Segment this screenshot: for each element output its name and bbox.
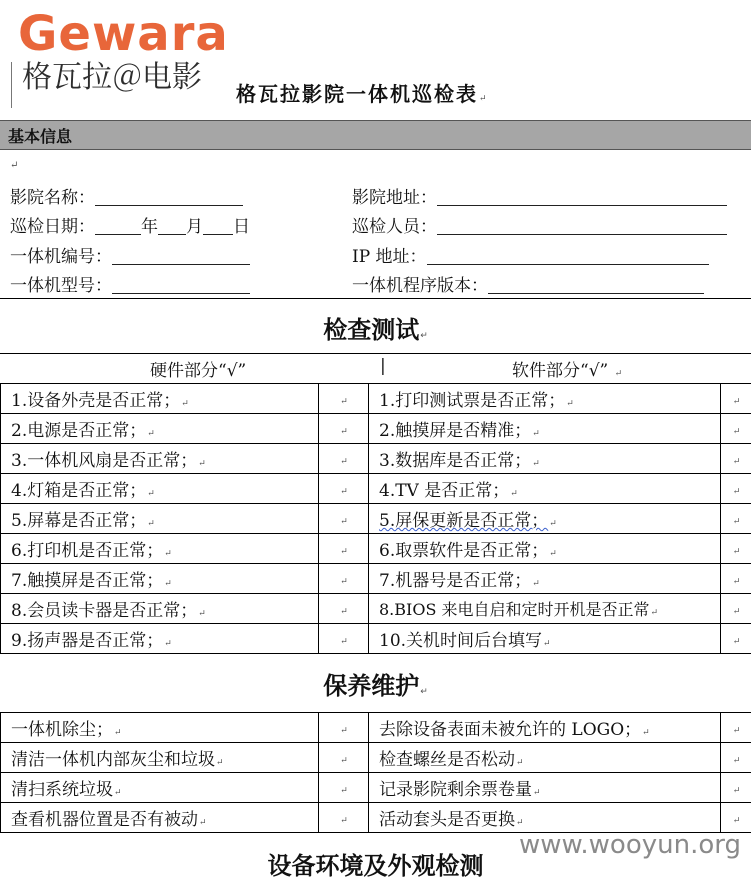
software-check-cell[interactable]: ↵ (721, 534, 751, 564)
software-item: 3.数据库是否正常；↵ (369, 444, 721, 474)
hardware-check-cell[interactable]: ↵ (319, 594, 369, 624)
hardware-item: 6.打印机是否正常；↵ (1, 534, 319, 564)
maintenance-item: 清洁一体机内部灰尘和垃圾↵ (1, 743, 319, 773)
maintenance-item: 一体机除尘；↵ (1, 713, 319, 743)
table-row (1, 564, 751, 594)
basic-info-section-bar (0, 120, 751, 150)
section-rule (0, 353, 751, 354)
table-row (1, 594, 751, 624)
watermark: www.wooyun.org (519, 830, 741, 860)
hardware-check-cell[interactable]: ↵ (319, 534, 369, 564)
hardware-check-cell[interactable]: ↵ (319, 474, 369, 504)
software-item: 4.TV 是否正常；↵ (369, 474, 721, 504)
column-separator: | (380, 356, 386, 376)
basic-info-heading: 基本信息 (8, 124, 72, 147)
table-row (1, 743, 751, 773)
software-item: 10.关机时间后台填写↵ (369, 624, 721, 654)
kiosk-model-field[interactable]: 一体机型号： (10, 271, 250, 296)
check-table (0, 383, 751, 654)
table-row (1, 414, 751, 444)
table-row (1, 803, 751, 833)
table-row (1, 713, 751, 743)
check-test-heading: 检查测试↵ (0, 310, 751, 345)
maintenance-check-cell[interactable]: ↵ (721, 713, 751, 743)
software-check-cell[interactable]: ↵ (721, 474, 751, 504)
cinema-name-field[interactable]: 影院名称： (10, 183, 243, 208)
table-row (1, 384, 751, 414)
table-row (1, 534, 751, 564)
software-check-cell[interactable]: ↵ (721, 564, 751, 594)
hardware-check-cell[interactable]: ↵ (319, 414, 369, 444)
hardware-check-cell[interactable]: ↵ (319, 624, 369, 654)
hardware-check-cell[interactable]: ↵ (319, 504, 369, 534)
software-item: 5.屏保更新是否正常；↵ (369, 504, 721, 534)
hardware-item: 1.设备外壳是否正常；↵ (1, 384, 319, 414)
software-check-cell[interactable]: ↵ (721, 624, 751, 654)
maintenance-item: 检查螺丝是否松动↵ (369, 743, 721, 773)
table-row (1, 474, 751, 504)
brand-logo-cn: 格瓦拉＠电影 (22, 60, 202, 96)
hardware-item: 9.扬声器是否正常；↵ (1, 624, 319, 654)
maintenance-check-cell[interactable]: ↵ (721, 743, 751, 773)
software-check-cell[interactable]: ↵ (721, 384, 751, 414)
section-rule (0, 298, 751, 299)
hardware-item: 7.触摸屏是否正常；↵ (1, 564, 319, 594)
table-row (1, 773, 751, 803)
software-item: 7.机器号是否正常；↵ (369, 564, 721, 594)
software-item: 2.触摸屏是否精准；↵ (369, 414, 721, 444)
software-check-cell[interactable]: ↵ (721, 504, 751, 534)
software-check-cell[interactable]: ↵ (721, 594, 751, 624)
document-title: 格瓦拉影院一体机巡检表↵ (236, 80, 489, 113)
maintenance-item: 清扫系统垃圾↵ (1, 773, 319, 803)
environment-heading: 设备环境及外观检测 (0, 846, 751, 881)
hardware-item: 3.一体机风扇是否正常；↵ (1, 444, 319, 474)
maintenance-check-cell[interactable]: ↵ (319, 803, 369, 833)
paragraph-mark: ↵ (10, 160, 18, 171)
table-row (1, 504, 751, 534)
maintenance-check-cell[interactable]: ↵ (319, 743, 369, 773)
maintenance-check-cell[interactable]: ↵ (319, 713, 369, 743)
software-item: 6.取票软件是否正常；↵ (369, 534, 721, 564)
hardware-check-cell[interactable]: ↵ (319, 444, 369, 474)
hardware-item: 2.电源是否正常；↵ (1, 414, 319, 444)
program-version-field[interactable]: 一体机程序版本： (352, 271, 704, 296)
table-row (1, 444, 751, 474)
maintenance-item: 记录影院剩余票卷量↵ (369, 773, 721, 803)
software-item: 1.打印测试票是否正常；↵ (369, 384, 721, 414)
hardware-check-cell[interactable]: ↵ (319, 384, 369, 414)
kiosk-id-field[interactable]: 一体机编号： (10, 242, 250, 267)
cinema-address-field[interactable]: 影院地址： (352, 183, 727, 208)
table-row (1, 624, 751, 654)
maintenance-item: 去除设备表面未被允许的 LOGO；↵ (369, 713, 721, 743)
software-check-cell[interactable]: ↵ (721, 444, 751, 474)
inspection-date-field[interactable]: 巡检日期： 年 月 日 (10, 212, 250, 237)
maintenance-check-cell[interactable]: ↵ (319, 773, 369, 803)
maintenance-check-cell[interactable]: ↵ (721, 773, 751, 803)
hardware-item: 8.会员读卡器是否正常；↵ (1, 594, 319, 624)
software-column-header: 软件部分“√” ↵ (512, 356, 622, 381)
hardware-check-cell[interactable]: ↵ (319, 564, 369, 594)
maintenance-item: 查看机器位置是否有被动↵ (1, 803, 319, 833)
maintenance-table (0, 712, 751, 833)
hardware-column-header: 硬件部分“√” (150, 356, 246, 381)
software-check-cell[interactable]: ↵ (721, 414, 751, 444)
logo-divider (11, 62, 12, 108)
software-item: 8.BIOS 来电自启和定时开机是否正常↵ (369, 594, 721, 624)
ip-address-field[interactable]: IP 地址： (352, 242, 709, 267)
brand-logo: Gewara (18, 6, 229, 62)
maintenance-item: 活动套头是否更换↵ (369, 803, 721, 833)
hardware-item: 4.灯箱是否正常；↵ (1, 474, 319, 504)
maintenance-check-cell[interactable]: ↵ (721, 803, 751, 833)
hardware-item: 5.屏幕是否正常；↵ (1, 504, 319, 534)
inspector-field[interactable]: 巡检人员： (352, 212, 727, 237)
maintenance-heading: 保养维护↵ (0, 666, 751, 701)
